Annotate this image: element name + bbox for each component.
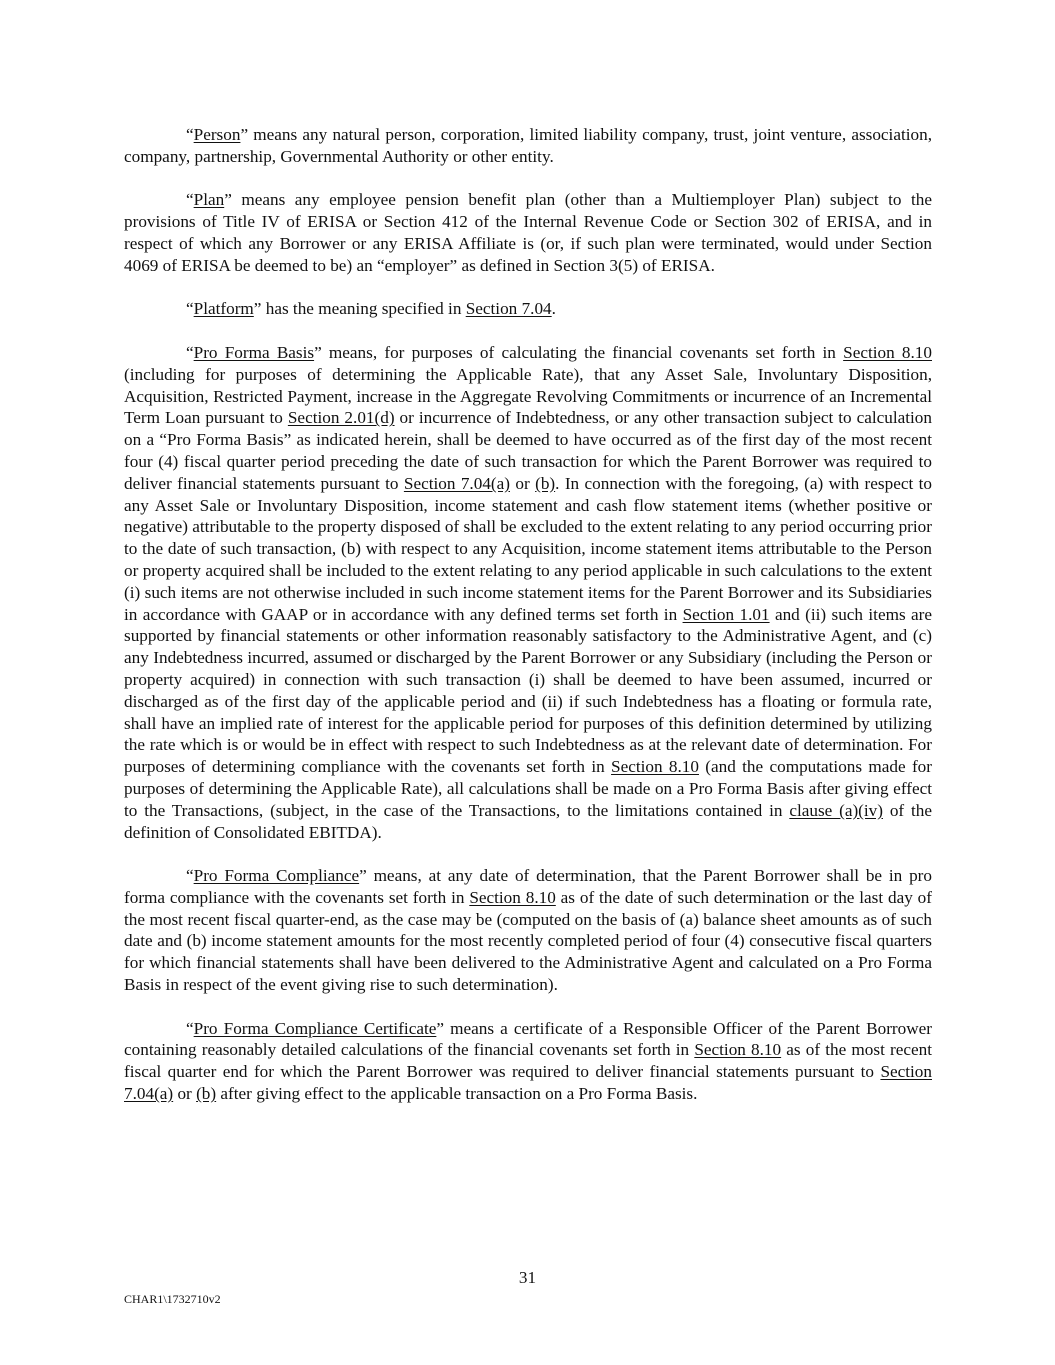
section-reference: (b) [535, 473, 556, 493]
definition-platform: “Platform” has the meaning specified in Section 7.04. [186, 299, 556, 319]
section-reference: Section 7.04(a) [124, 1062, 932, 1104]
defined-term: Person [193, 125, 241, 144]
page-number: 31 [518, 1268, 537, 1287]
defined-term: Plan [193, 190, 225, 210]
defined-term: Pro Forma Compliance Certificate [193, 1018, 437, 1038]
section-reference: Section 8.10 [694, 1040, 782, 1060]
section-reference: Section 8.10 [611, 757, 699, 777]
section-reference: (b) [196, 1084, 217, 1104]
section-reference: Section 8.10 [469, 887, 556, 907]
section-reference: Section 8.10 [843, 342, 932, 362]
document-id: CHAR1\1732710v2 [124, 1292, 221, 1306]
section-reference: Section 2.01(d) [287, 408, 395, 428]
section-reference: clause (a)(iv) [789, 800, 883, 820]
definition-plan: “Plan” means any employee pension benefit plan (other than a Multiemployer Plan) subject to the provisions of Title IV of ERISA or Section 412 of the Internal Revenue Code or Section 302 of ERISA, and in respect of which any Borrower or any ERISA Affiliate is (or, if such plan were terminated, would under Section 4069 of ERISA be deemed to be) an “employer” as defined in Section 3(5) of ERISA. [124, 190, 932, 275]
document-body [124, 124, 932, 1127]
defined-term: Pro Forma Compliance [193, 866, 360, 886]
definition-person: “Person” means any natural person, corporation, limited liability company, trust, joint venture, association, company, partnership, Governmental Authority or other entity. [124, 125, 932, 166]
section-reference: Section 7.04(a) [403, 473, 510, 493]
section-reference: Section 1.01 [682, 604, 770, 624]
definition-pro-forma-basis: “Pro Forma Basis” means, for purposes of calculating the financial covenants set forth in Section 8.10 (including for purposes of determining the Applicable Rate), that any Asset Sale, Involuntary Disposition, Acquisition, Restricted Payment, increase in the Aggregate Revolving Commitments or incurrence of an Incremental Term Loan pursuant to Section 2.01(d) or incurrence of Indebtedness, or any other transaction subject to calculation on a “Pro Forma Basis” as indicated herein, shall be deemed to have occurred as of the first day of the most recent four (4) fiscal quarter period preceding the date of such transaction for which the Parent Borrower was required to deliver financial statements pursuant to Section 7.04(a) or (b). In connection with the foregoing, (a) with respect to any Asset Sale or Involuntary Disposition, income statement and cash flow statement items (whether positive or negative) attributable to the property disposed of shall be excluded to the extent relating to any period occurring prior to the date of such transaction, (b) with respect to any Acquisition, income statement items attributable to the Person or property acquired shall be included to the extent relating to any period applicable in such calculations to the extent (i) such items are not otherwise included in such income statement items for the Parent Borrower and its Subsidiaries in accordance with GAAP or in accordance with any defined terms set forth in Section 1.01 and (ii) such items are supported by financial statements or other information reasonably satisfactory to the Administrative Agent, and (c) any Indebtedness incurred, assumed or discharged by the Parent Borrower or any Subsidiary (including the Person or property acquired) in connection with such transaction (i) shall be deemed to have been assumed, incurred or discharged as of the first day of the applicable period and (ii) if such Indebtedness has a floating or formula rate, shall have an implied rate of interest for the applicable period for purposes of this definition determined by utilizing the rate which is or would be in effect with respect to such Indebtedness as at the relevant date of determination. For purposes of determining compliance with the covenants set forth in Section 8.10 (and the computations made for purposes of determining the Applicable Rate), all calculations shall be made on a Pro Forma Basis after giving effect to the Transactions, (subject, in the case of the Transactions, to the limitations contained in clause (a)(iv) of the definition of Consolidated EBITDA). [124, 342, 932, 842]
section-reference: Section 7.04 [465, 299, 552, 319]
definition-pro-forma-compliance-certificate: “Pro Forma Compliance Certificate” means a certificate of a Responsible Officer of the Parent Borrower containing reasonably detailed calculations of the financial covenants set forth in Section 8.10 as of the most recent fiscal quarter end for which the Parent Borrower was required to deliver financial statements pursuant to Section 7.04(a) or (b) after giving effect to the applicable transaction on a Pro Forma Basis. [124, 1018, 933, 1104]
defined-term: Pro Forma Basis [193, 342, 315, 362]
defined-term: Platform [193, 299, 254, 319]
definition-pro-forma-compliance: “Pro Forma Compliance” means, at any date of determination, that the Parent Borrower shall be in pro forma compliance with the covenants set forth in Section 8.10 as of the date of such determination or the last day of the most recent fiscal quarter-end, as the case may be (computed on the basis of (a) balance sheet amounts as of such date and (b) income statement amounts for the most recently completed period of four (4) consecutive fiscal quarters for which financial statements shall have been delivered to the Administrative Agent and calculated on a Pro Forma Basis in respect of the event giving rise to such determination). [124, 866, 933, 995]
